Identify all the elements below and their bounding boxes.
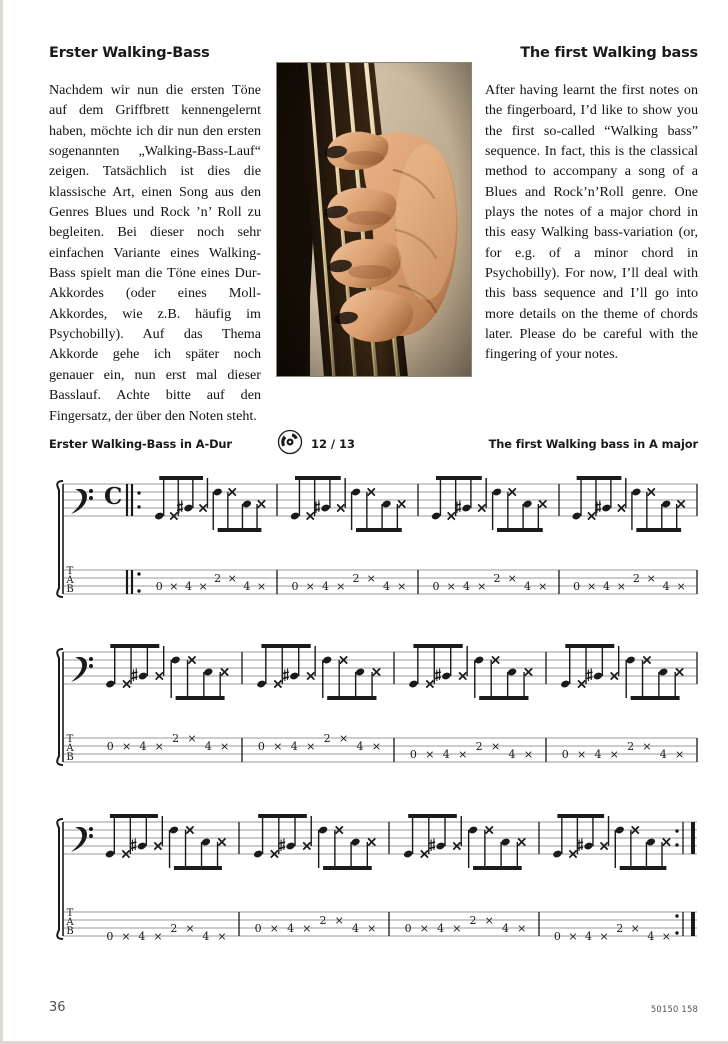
tab-number: ×: [153, 930, 163, 943]
tab-number: 4: [139, 740, 147, 753]
tab-number: ×: [458, 748, 468, 761]
tab-number: ×: [302, 922, 312, 935]
tab-number: ×: [219, 740, 230, 753]
tab-number: ×: [154, 740, 164, 753]
tab-number: 0: [291, 580, 299, 593]
tab-number: 0: [106, 930, 114, 943]
tab-number: ×: [273, 740, 283, 753]
tab-number: ×: [446, 580, 456, 593]
score-label-english: The first Walking bass in A major: [488, 437, 698, 451]
tab-number: ×: [517, 922, 527, 935]
svg-text:A: A: [66, 743, 74, 754]
tab-number: 4: [659, 748, 667, 761]
tab-number: 4: [204, 740, 212, 753]
cd-disc-icon: [275, 429, 305, 455]
tab-number: 2: [632, 572, 640, 585]
tab-number: ×: [609, 748, 619, 761]
svg-text:T: T: [66, 734, 74, 745]
tab-number: ×: [367, 922, 377, 935]
tab-number: 0: [155, 580, 163, 593]
tab-number: ×: [169, 580, 179, 593]
tab-number: ×: [452, 922, 462, 935]
tab-number: ×: [484, 914, 494, 927]
tab-number: ×: [306, 740, 316, 753]
tab-number: 0: [561, 748, 569, 761]
tab-number: 4: [322, 580, 330, 593]
tab-number: 4: [351, 922, 359, 935]
svg-text:B: B: [66, 926, 74, 937]
track-numbers: 12 / 13: [311, 437, 355, 451]
tab-number: 4: [290, 740, 298, 753]
tab-number: ×: [121, 930, 131, 943]
tab-number: 4: [585, 930, 593, 943]
tab-number: ×: [676, 580, 686, 593]
tab-number: 4: [647, 930, 655, 943]
tab-number: 2: [352, 572, 360, 585]
tab-number: ×: [419, 922, 430, 935]
tab-number: 0: [254, 922, 262, 935]
tab-number: ×: [425, 748, 435, 761]
tab-number: ×: [371, 740, 382, 753]
score-label-german: Erster Walking-Bass in A-Dur: [49, 437, 232, 451]
tab-number: ×: [269, 922, 280, 935]
tab-number: 4: [287, 922, 295, 935]
body-text-english: After having learnt the first notes on the fingerboard, I’d like to show you the first so-called “Walking bass” sequence. In fact, this is the classical method to accompany a song of a Blues and Rock’n’Roll genre. One plays the notes of a major chord in this easy Walking bass-variation (or, for e.g. of a minor chord in Psychobilly). For now, I’ll deal with this bass sequence and I’ll go into more details on the theme of chords later. Please do be careful with the fingering of your notes.: [485, 82, 698, 363]
tab-number: 2: [475, 740, 483, 753]
svg-text:B: B: [66, 584, 74, 595]
tab-number: ×: [477, 580, 487, 593]
svg-text:C: C: [104, 483, 123, 510]
tab-number: 4: [382, 580, 390, 593]
tab-number: 4: [243, 580, 251, 593]
tab-number: 2: [323, 732, 331, 745]
tab-number: 2: [627, 740, 635, 753]
tab-number: 4: [138, 930, 146, 943]
tab-number: ×: [674, 748, 685, 761]
tab-number: 4: [442, 748, 450, 761]
tab-number: ×: [187, 732, 197, 745]
tab-number: 2: [616, 922, 624, 935]
tab-number: 0: [106, 740, 114, 753]
page-number: 36: [49, 1000, 66, 1015]
section-title-english: The first Walking bass: [520, 45, 698, 61]
tab-number: ×: [661, 930, 672, 943]
tab-number: ×: [305, 580, 315, 593]
svg-text:A: A: [66, 575, 74, 586]
tab-number: ×: [538, 580, 548, 593]
tab-number: 2: [172, 732, 180, 745]
tab-number: 4: [463, 580, 471, 593]
tab-number: ×: [642, 740, 652, 753]
tab-number: 4: [508, 748, 516, 761]
staff-system-2: [49, 638, 699, 778]
tab-number: ×: [122, 740, 132, 753]
tab-number: ×: [523, 748, 534, 761]
tab-number: ×: [577, 748, 587, 761]
tab-number: ×: [366, 572, 376, 585]
tab-number: 4: [501, 922, 509, 935]
tab-number: ×: [338, 732, 349, 745]
body-text-german: Nachdem wir nun die ersten Töne auf dem Griffbrett kennengelernt haben, möchte ich dir nun den ersten sogenannten „Walking-Bass-Lauf“ zeigen. Tatsächlich ist dies die klassische Art, einen Song aus den Genres Blues und Rock ’n’ Roll zu begleiten. Bei dieser noch sehr einfachen Variante eines Walking-Bass spielt man die Töne eines Dur-Akkordes (oder eines Moll-Akkordes, wie z.B. häufig im Psychobilly). Auf das Thema Akkorde gehe ich später noch genauer ein, nun erst mal dieser Basslauf. Achte bitte auf den Fingersatz, der über den Noten steht.: [49, 82, 261, 424]
tab-number: 4: [602, 580, 610, 593]
tab-number: 0: [409, 748, 417, 761]
tab-number: ×: [256, 580, 267, 593]
catalog-number: 50150 158: [650, 1004, 698, 1014]
tab-number: ×: [334, 914, 344, 927]
tab-number: 4: [594, 748, 602, 761]
svg-text:T: T: [66, 908, 74, 919]
tab-number: 4: [523, 580, 531, 593]
tab-number: 2: [170, 922, 178, 935]
tab-number: 4: [437, 922, 445, 935]
tab-number: ×: [646, 572, 656, 585]
tab-number: ×: [490, 740, 501, 753]
tab-number: ×: [397, 580, 407, 593]
svg-text:A: A: [66, 917, 74, 928]
tab-number: 2: [319, 914, 327, 927]
tab-number: 0: [404, 922, 412, 935]
tab-number: 4: [356, 740, 364, 753]
tab-number: ×: [198, 580, 208, 593]
tab-number: 4: [202, 930, 210, 943]
tab-number: 2: [493, 572, 501, 585]
tab-number: 0: [257, 740, 265, 753]
staff-system-3: [49, 808, 699, 960]
tab-number: 0: [432, 580, 440, 593]
staff-system-1: [49, 470, 699, 610]
tab-number: ×: [586, 580, 597, 593]
double-bass-fingerboard-hand-photo: [276, 62, 472, 377]
tab-number: ×: [507, 572, 517, 585]
tab-number: ×: [217, 930, 227, 943]
tab-number: 2: [469, 914, 477, 927]
tab-number: 4: [184, 580, 192, 593]
tab-number: ×: [599, 930, 609, 943]
tab-number: 0: [573, 580, 581, 593]
tab-number: ×: [185, 922, 195, 935]
tab-number: ×: [568, 930, 578, 943]
tab-number: ×: [630, 922, 640, 935]
tab-number: 0: [553, 930, 561, 943]
tab-number: ×: [336, 580, 346, 593]
tab-number: 2: [214, 572, 222, 585]
tab-number: ×: [227, 572, 237, 585]
tab-number: ×: [616, 580, 627, 593]
section-title-german: Erster Walking-Bass: [49, 45, 210, 61]
svg-text:T: T: [66, 566, 74, 577]
page-edge-left: [0, 0, 3, 1044]
svg-text:B: B: [66, 752, 74, 763]
tab-number: 4: [662, 580, 670, 593]
